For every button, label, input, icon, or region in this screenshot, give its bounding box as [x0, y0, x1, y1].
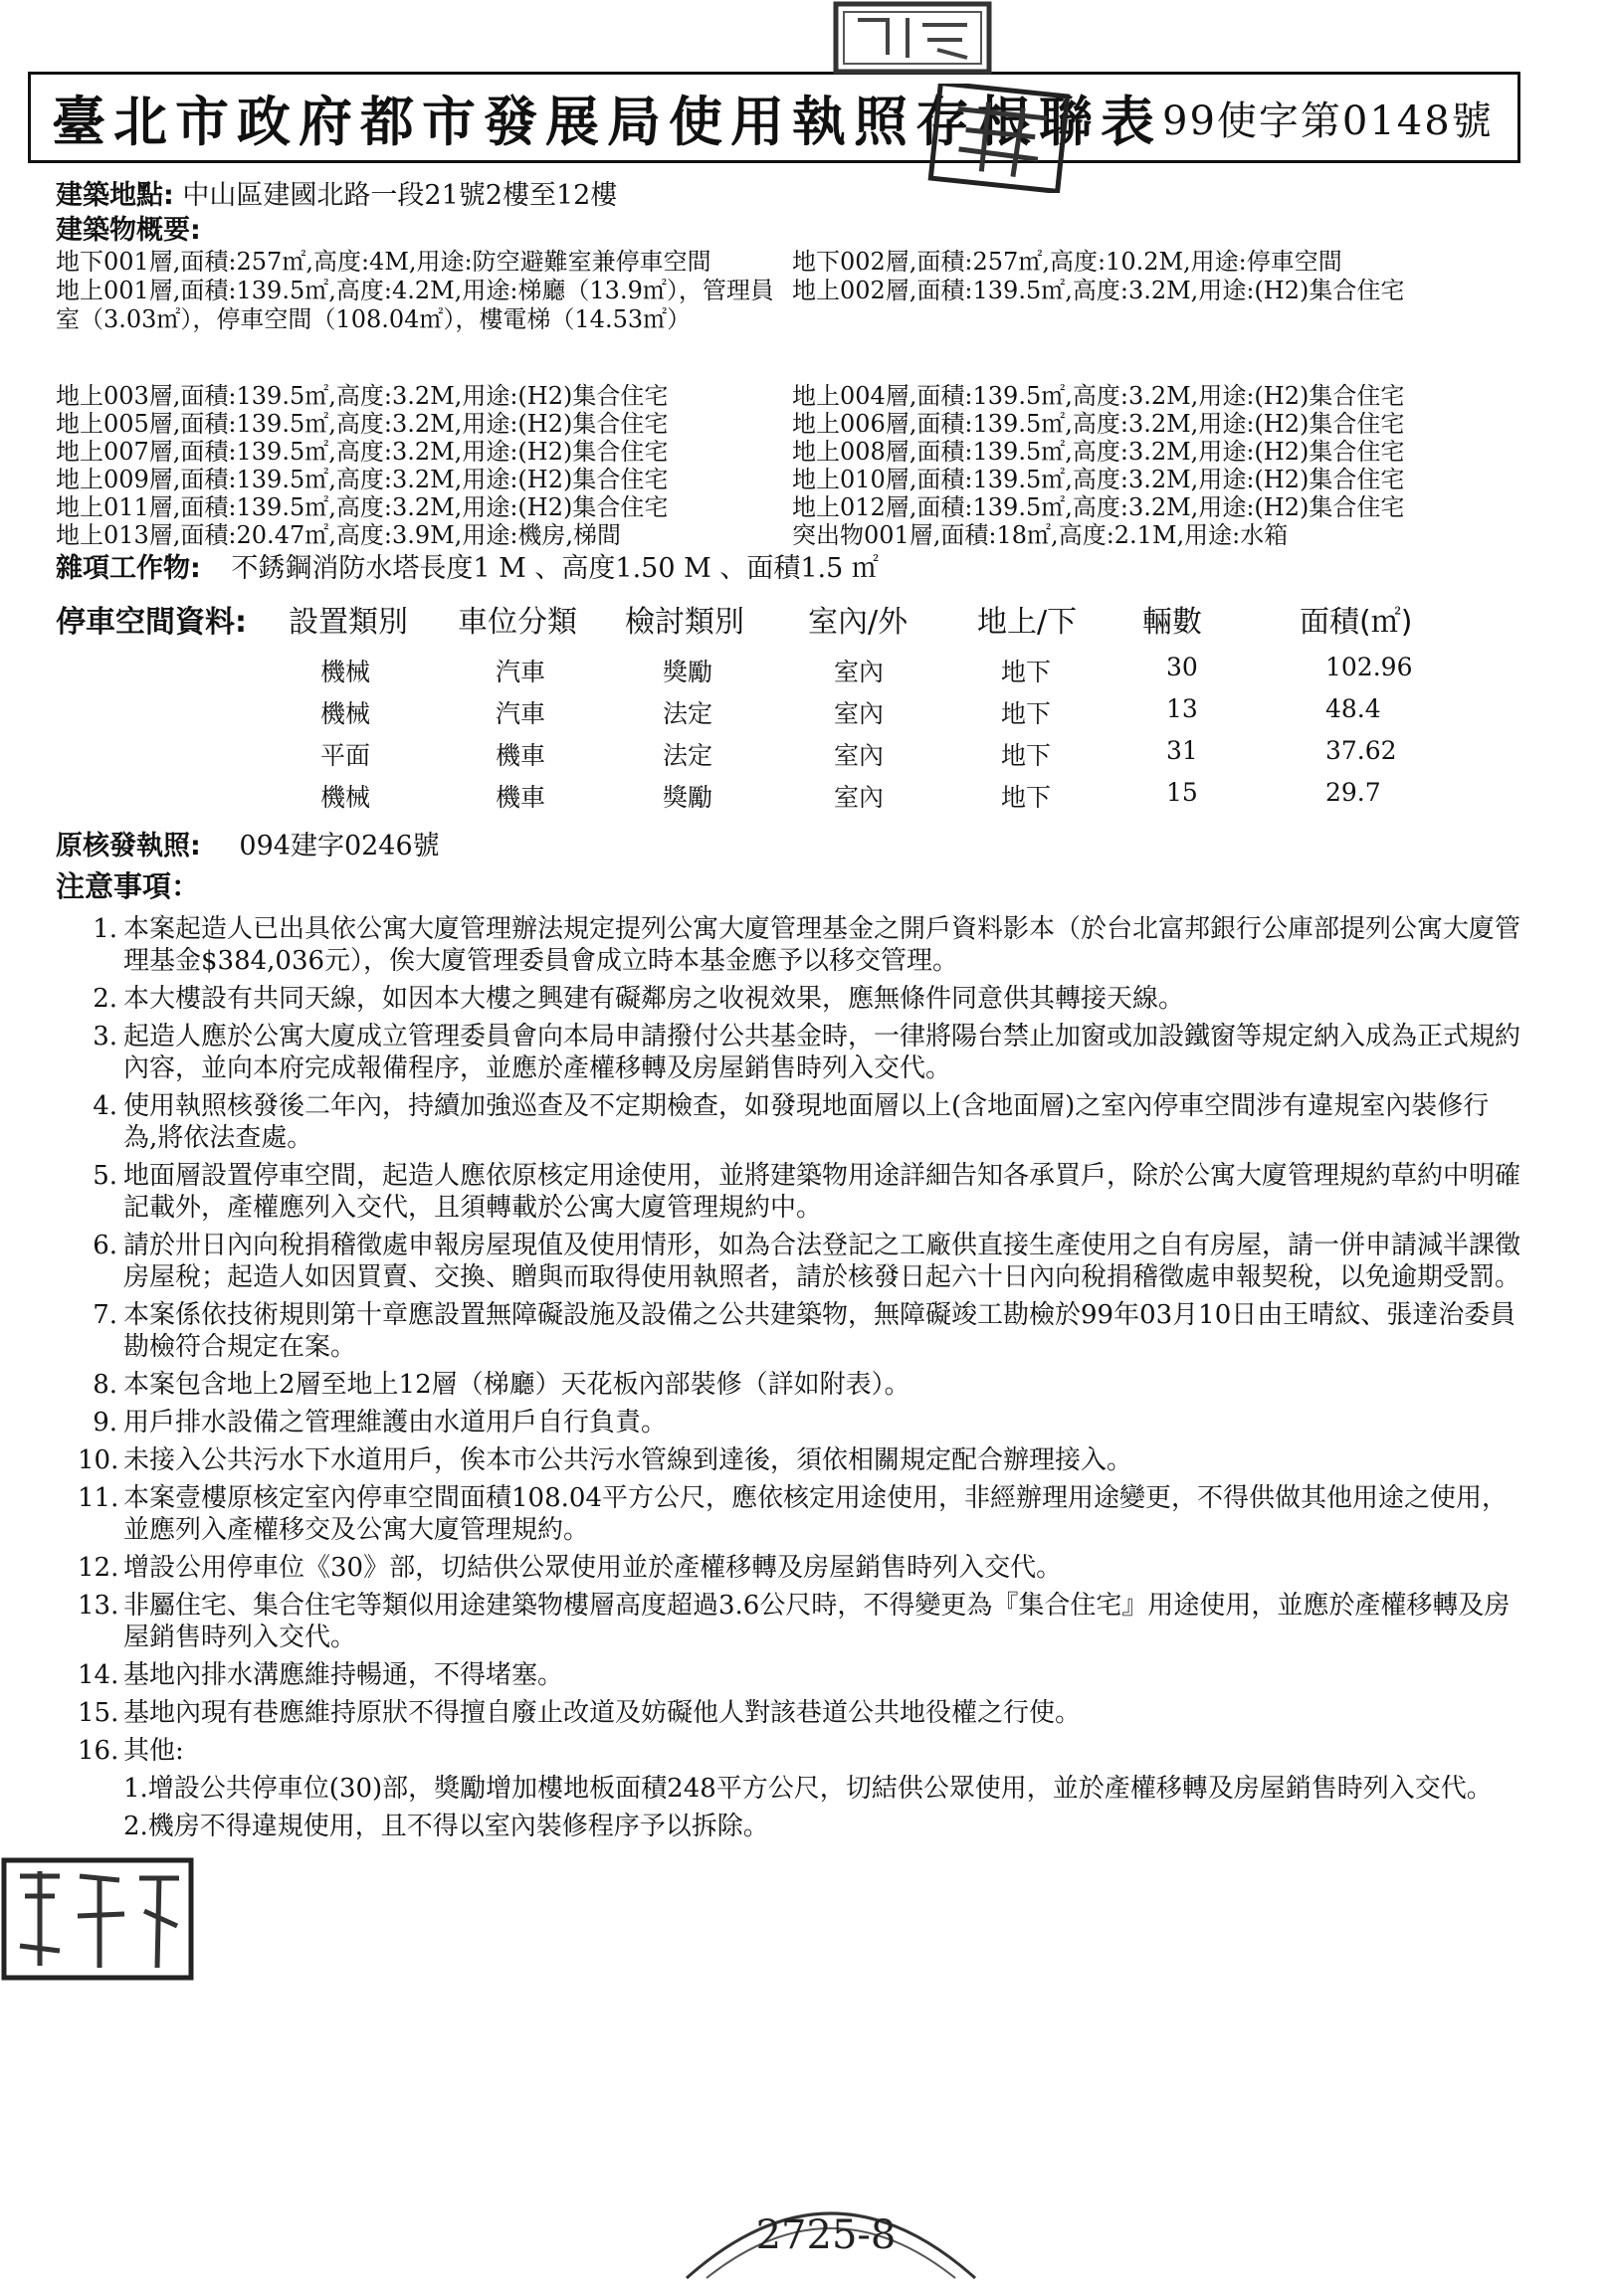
- table-cell: 29.7: [1325, 778, 1381, 807]
- table-cell: 機車: [496, 783, 546, 812]
- list-item: 8. 本案包含地上2層至地上12層（梯廳）天花板內部裝修（詳如附表）。: [93, 1370, 910, 1400]
- list-item: 13. 非屬住宅、集合住宅等類似用途建築物樓層高度超過3.6公尺時，不得變更為『集合住宅』用途使用，並應於產權移轉及房屋銷售時列入交代。: [78, 1591, 1511, 1652]
- table-cell: 獎勵: [663, 658, 713, 686]
- table-cell: 汽車: [496, 699, 546, 728]
- floor-item: 突出物001層,面積:18㎡,高度:2.1M,用途:水箱: [792, 521, 1289, 549]
- list-item: 10. 未接入公共污水下水道用戶，俟本市公共污水管線到達後，須依相關規定配合辦理接入。: [78, 1445, 1133, 1475]
- table-cell: 48.4: [1325, 694, 1381, 723]
- left-seal-stamp: [0, 1856, 199, 1986]
- table-cell: 102.96: [1325, 653, 1413, 681]
- overview-left-2: 地上001層,面積:139.5㎡,高度:4.2M,用途:梯廳（13.9㎡），管理員室（3.03㎡），停車空間（108.04㎡），樓電梯（14.53㎡）: [56, 277, 774, 333]
- parking-header: 地上/下: [977, 605, 1078, 640]
- notes-label: 注意事項：: [56, 869, 201, 903]
- permit-number: 99使字第0148號: [1162, 98, 1494, 144]
- overview-label: 建築物概要:: [56, 215, 201, 246]
- table-cell: 機械: [320, 699, 371, 728]
- notes-list: [78, 913, 1520, 1848]
- list-item: 14. 基地內排水溝應維持暢通，不得堵塞。: [78, 1660, 564, 1690]
- parking-header: 輛數: [1142, 605, 1202, 640]
- parking-header: 室內/外: [808, 605, 909, 640]
- table-cell: 機械: [320, 658, 371, 686]
- parking-header: 設置類別: [289, 605, 408, 640]
- table-cell: 法定: [663, 741, 713, 770]
- table-cell: 室內: [834, 658, 885, 686]
- original-permit-value: 094建字0246號: [239, 831, 440, 861]
- site-label: 建築地點:: [56, 180, 174, 211]
- floor-item: 地上006層,面積:139.5㎡,高度:3.2M,用途:(H2)集合住宅: [792, 410, 1405, 438]
- floors-left-list: [56, 382, 668, 549]
- parking-header: 檢討類別: [625, 605, 744, 640]
- floors-right-list: [792, 382, 1404, 549]
- parking-header: 車位分類: [458, 605, 577, 640]
- floor-item: 地上005層,面積:139.5㎡,高度:3.2M,用途:(H2)集合住宅: [56, 410, 669, 438]
- misc-value: 不銹鋼消防水塔長度1 M 、高度1.50 M 、面積1.5 ㎡: [231, 553, 879, 584]
- overview-right-1: 地下002層,面積:257㎡,高度:10.2M,用途:停車空間: [792, 248, 1342, 276]
- list-item: 16. 其他:: [78, 1736, 184, 1766]
- list-item: 7. 本案係依技術規則第十章應設置無障礙設施及設備之公共建築物，無障礙竣工勘檢於99年03月10日由王晴紋、張達治委員勘檢符合規定在案。: [93, 1300, 1516, 1362]
- list-item: 4. 使用執照核發後二年內，持續加強巡查及不定期檢查，如發現地面層以上(含地面層)之室內停車空間涉有違規室內裝修行為,將依法查處。: [93, 1091, 1490, 1153]
- top-seal-stamp: [828, 0, 997, 80]
- list-item: 5. 地面層設置停車空間，起造人應依原核定用途使用，並將建築物用途詳細告知各承買戶，除於公寓大廈管理規約草約中明確記載外，產權應列入交代，且須轉載於公寓大廈管理規約中。: [93, 1161, 1521, 1223]
- table-cell: 機械: [320, 783, 371, 812]
- original-permit-label: 原核發執照:: [56, 831, 201, 861]
- sub-list-item: 1.增設公共停車位(30)部，獎勵增加樓地板面積248平方公尺，切結供公眾使用，並於產權移轉及房屋銷售時列入交代。: [123, 1774, 1493, 1804]
- floor-item: 地上007層,面積:139.5㎡,高度:3.2M,用途:(H2)集合住宅: [56, 438, 669, 466]
- table-cell: 汽車: [496, 658, 546, 686]
- overview-right-2: 地上002層,面積:139.5㎡,高度:3.2M,用途:(H2)集合住宅: [792, 277, 1405, 304]
- table-cell: 30: [1166, 653, 1198, 681]
- table-cell: 法定: [663, 699, 713, 728]
- list-item: 9. 用戶排水設備之管理維護由水道用戶自行負責。: [93, 1408, 668, 1437]
- floor-item: 地上010層,面積:139.5㎡,高度:3.2M,用途:(H2)集合住宅: [792, 466, 1405, 493]
- overlap-seal-stamp: [925, 84, 1075, 193]
- table-cell: 15: [1166, 778, 1198, 807]
- list-item: 11. 本案壹樓原核定室內停車空間面積108.04平方公尺，應依核定用途使用，非經辦理用途變更，不得供做其他用途之使用，並應列入產權移交及公寓大廈管理規約。: [78, 1483, 1508, 1545]
- list-item: 1. 本案起造人已出具依公寓大廈管理辦法規定提列公寓大廈管理基金之開戶資料影本（於台北富邦銀行公庫部提列公寓大廈管理基金$384,036元），俟大廈管理委員會成立時本基金應予以移交管理。: [93, 914, 1521, 976]
- floor-item: 地上009層,面積:139.5㎡,高度:3.2M,用途:(H2)集合住宅: [56, 466, 669, 493]
- floor-item: 地上008層,面積:139.5㎡,高度:3.2M,用途:(H2)集合住宅: [792, 438, 1405, 466]
- overview-left-1: 地下001層,面積:257㎡,高度:4M,用途:防空避難室兼停車空間: [56, 248, 711, 276]
- misc-row: [56, 554, 879, 584]
- table-cell: 獎勵: [663, 783, 713, 812]
- table-cell: 室內: [834, 783, 885, 812]
- bottom-number-stamp: [677, 2169, 985, 2288]
- table-cell: 平面: [320, 741, 371, 770]
- floor-item: 地上012層,面積:139.5㎡,高度:3.2M,用途:(H2)集合住宅: [792, 493, 1405, 521]
- list-item: 6. 請於卅日內向稅捐稽徵處申報房屋現值及使用情形，如為合法登記之工廠供直接生產使用之自有房屋，請一併申請減半課徵房屋稅；起造人如因買賣、交換、贈與而取得使用執照者，請於核發日起六十日內向稅捐稽徵處申報契稅，以免逾期受罰。: [93, 1231, 1521, 1292]
- table-cell: 13: [1166, 694, 1198, 723]
- table-cell: 地下: [1001, 783, 1052, 812]
- floor-item: 地上004層,面積:139.5㎡,高度:3.2M,用途:(H2)集合住宅: [792, 382, 1405, 410]
- sub-list-item: 2.機房不得違規使用，且不得以室內裝修程序予以拆除。: [123, 1812, 769, 1841]
- parking-header: 面積(㎡): [1300, 605, 1413, 640]
- misc-label: 雜項工作物:: [56, 553, 201, 584]
- site-row: [56, 181, 617, 211]
- list-item: 2. 本大樓設有共同天線，如因本大樓之興建有礙鄰房之收視效果，應無條件同意供其轉接天線。: [93, 984, 1185, 1014]
- table-cell: 地下: [1001, 658, 1052, 686]
- list-item: 12. 增設公用停車位《30》部，切結供公眾使用並於產權移轉及房屋銷售時列入交代。: [78, 1553, 1063, 1583]
- table-cell: 室內: [834, 741, 885, 770]
- table-cell: 31: [1166, 736, 1198, 765]
- page-title: 臺北市政府都市發展局使用執照存根聯表: [52, 90, 1162, 153]
- original-permit-row: [56, 832, 440, 861]
- floor-item: 地上011層,面積:139.5㎡,高度:3.2M,用途:(H2)集合住宅: [56, 493, 669, 521]
- list-item: 3. 起造人應於公寓大廈成立管理委員會向本局申請撥付公共基金時，一律將陽台禁止加窗或加設鐵窗等規定納入成為正式規約內容，並向本府完成報備程序，並應於產權移轉及房屋銷售時列入交代。: [93, 1022, 1521, 1083]
- list-item: 15. 基地內現有巷應維持原狀不得擅自廢止改道及妨礙他人對該巷道公共地役權之行使。: [78, 1698, 1082, 1728]
- bottom-stamp-text: 2725-8: [755, 2212, 897, 2258]
- floor-item: 地上013層,面積:20.47㎡,高度:3.9M,用途:機房,梯間: [56, 521, 622, 549]
- table-cell: 地下: [1001, 741, 1052, 770]
- floor-item: 地上003層,面積:139.5㎡,高度:3.2M,用途:(H2)集合住宅: [56, 382, 669, 410]
- parking-label: 停車空間資料:: [56, 605, 247, 640]
- table-cell: 地下: [1001, 699, 1052, 728]
- table-cell: 機車: [496, 741, 546, 770]
- table-cell: 37.62: [1325, 736, 1397, 765]
- site-value: 中山區建國北路一段21號2樓至12樓: [182, 180, 618, 211]
- table-cell: 室內: [834, 699, 885, 728]
